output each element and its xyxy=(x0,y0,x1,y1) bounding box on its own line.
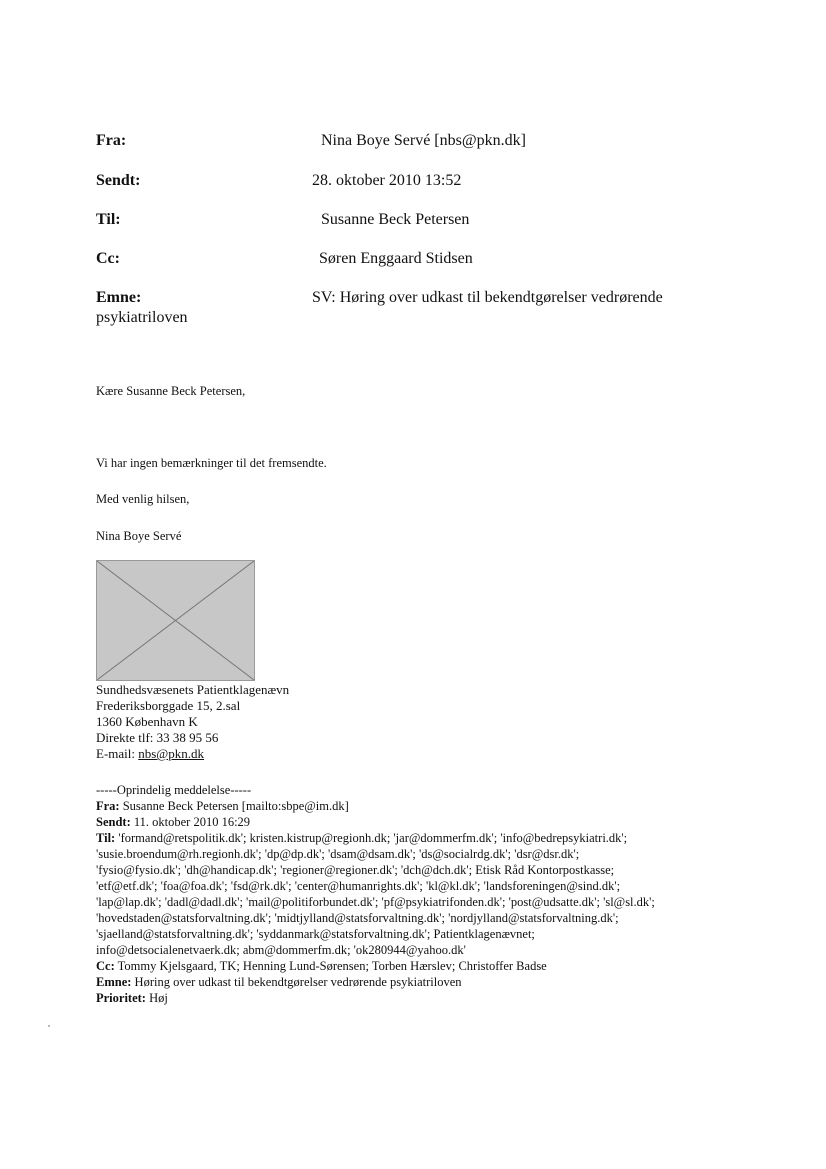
original-subject-value: Høring over udkast til bekendtgørelser vedrørende psykiatriloven xyxy=(131,975,462,989)
original-subject-label: Emne: xyxy=(96,975,132,989)
original-cc-value: Tommy Kjelsgaard, TK; Henning Lund-Sørensen; Torben Hærslev; Christoffer Badse xyxy=(114,959,547,973)
original-from xyxy=(96,798,655,814)
original-priority-value: Høj xyxy=(145,991,168,1005)
original-to xyxy=(96,830,655,846)
original-message xyxy=(96,782,655,1006)
original-cc xyxy=(96,958,655,974)
original-separator: -----Oprindelig meddelelse----- xyxy=(96,783,252,797)
original-to-label: Til: xyxy=(96,831,116,845)
original-to-line: 'hovedstaden@statsforvaltning.dk'; 'midtjylland@statsforvaltning.dk'; 'nordjylland@statsforvaltning.dk'; xyxy=(96,911,619,925)
signature-city: 1360 København K xyxy=(96,714,198,729)
message-text: Vi har ingen bemærkninger til det fremsendte. xyxy=(96,456,327,470)
closing: Med venlig hilsen, xyxy=(96,492,190,506)
original-sent-label: Sendt: xyxy=(96,815,131,829)
cc-label: Cc: xyxy=(96,250,120,267)
original-cc-label: Cc: xyxy=(96,959,115,973)
original-sent xyxy=(96,814,655,830)
signature-email-line xyxy=(96,746,289,762)
signature-org: Sundhedsvæsenets Patientklagenævn xyxy=(96,682,290,697)
original-to-line: 'etf@etf.dk'; 'foa@foa.dk'; 'fsd@rk.dk'; 'center@humanrights.dk'; 'kl@kl.dk'; 'landsforeningen@sind.dk'; xyxy=(96,879,621,893)
signature-block xyxy=(96,682,289,762)
signature-name: Nina Boye Servé xyxy=(96,529,182,543)
original-from-label: Fra: xyxy=(96,799,120,813)
original-to-line: 'formand@retspolitik.dk'; kristen.kistrup@regionh.dk; 'jar@dommerfm.dk'; 'info@bedrepsykiatri.dk'; xyxy=(115,831,628,845)
from-label: Fra: xyxy=(96,132,127,149)
original-priority-label: Prioritet: xyxy=(96,991,146,1005)
from-value: Nina Boye Servé [nbs@pkn.dk] xyxy=(321,132,526,149)
original-priority xyxy=(96,990,655,1006)
to-label: Til: xyxy=(96,211,121,228)
subject-value-continued: psykiatriloven xyxy=(96,309,188,326)
original-sent-value: 11. oktober 2010 16:29 xyxy=(130,815,251,829)
original-to-line: info@detsocialenetvaerk.dk; abm@dommerfm.dk; 'ok280944@yahoo.dk' xyxy=(96,943,466,957)
to-value: Susanne Beck Petersen xyxy=(321,211,470,228)
scan-speck xyxy=(48,1025,50,1027)
original-to-line: 'lap@lap.dk'; 'dadl@dadl.dk'; 'mail@politiforbundet.dk'; 'pf@psykiatrifonden.dk'; 'post@udsatte.dk'; 'sl@sl.dk'; xyxy=(96,895,655,909)
greeting: Kære Susanne Beck Petersen, xyxy=(96,384,246,398)
original-to-line: 'susie.broendum@rh.regionh.dk'; 'dp@dp.dk'; 'dsam@dsam.dk'; 'ds@socialrdg.dk'; 'dsr@dsr.dk'; xyxy=(96,847,580,861)
signature-street: Frederiksborggade 15, 2.sal xyxy=(96,698,241,713)
original-to-line: 'sjaelland@statsforvaltning.dk'; 'syddanmark@statsforvaltning.dk'; Patientklagenævnet; xyxy=(96,927,535,941)
signature-email-link[interactable]: nbs@pkn.dk xyxy=(138,746,205,761)
sent-value: 28. oktober 2010 13:52 xyxy=(312,172,462,189)
original-subject xyxy=(96,974,655,990)
original-from-value: Susanne Beck Petersen [mailto:sbpe@im.dk] xyxy=(119,799,349,813)
sent-label: Sendt: xyxy=(96,172,141,189)
subject-label: Emne: xyxy=(96,289,142,306)
cc-value: Søren Enggaard Stidsen xyxy=(319,250,473,267)
original-to-line: 'fysio@fysio.dk'; 'dh@handicap.dk'; 'regioner@regioner.dk'; 'dch@dch.dk'; Etisk Råd Kontorpostkasse; xyxy=(96,863,615,877)
signature-phone: Direkte tlf: 33 38 95 56 xyxy=(96,730,219,745)
subject-value: SV: Høring over udkast til bekendtgørelser vedrørende xyxy=(312,289,663,306)
missing-image-placeholder xyxy=(96,560,255,681)
signature-email-label: E-mail: xyxy=(96,746,139,761)
